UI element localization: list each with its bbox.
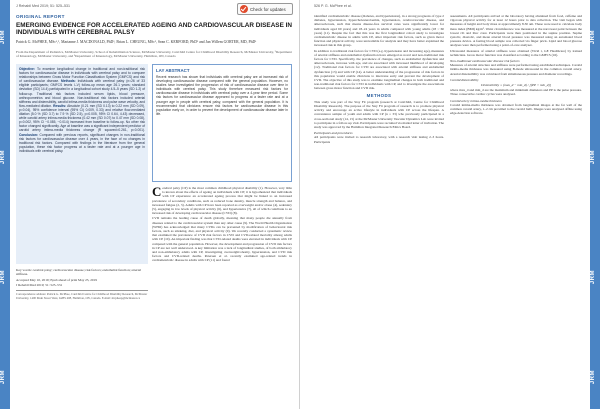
abstract-results-label: Results:	[53, 103, 67, 108]
abstract-text	[19, 67, 145, 153]
band-label: JRM	[0, 30, 6, 45]
body-paragraph: where max_d and min_d are the maximum and minimum diameters and PP is the pulse pressure. Three consecutive cardiac cycles were analysed.	[450, 88, 582, 97]
intro-column	[152, 186, 292, 391]
abstract-conclusion: Compared with previous reports, significant changes in non-traditional risk factors for cardiovascular disease over 4 years, in the face of no changes in traditional risk factors. Compared with findings in the literature from the general population, these risk factor progress at a faster rate and at a younger age in individuals with cerebral palsy.	[19, 132, 145, 153]
body-paragraph: assessments. All participants arrived at the laboratory having abstained from food, caffeine and vigorous physical activity for at least 12 hours prior to data collection. The visit began with measures of height and body mass at approximately 8.30 am. These were used to calculate body mass index (BMI) kg/m². Waist circumference was measured at the narrowest point between the lowest rib and iliac crest. Participants were then positioned in the supine position. Supine systolic, diastolic, and mean arterial blood pressure was measured using an automated blood pressure device. A fasting blood sample was collected via finger prick. Lipid and blood glucose analyses were then performed using a point-of-care analyser.	[450, 14, 582, 48]
lay-abstract-title: LAY ABSTRACT	[156, 68, 190, 73]
abstract-methods-label: Methods:	[61, 79, 76, 84]
body-paragraph: All participants were invited to research laboratory, with a research visit lasting 2–3 hours. Participants	[314, 135, 444, 144]
abstract-box	[16, 64, 148, 264]
right-page	[300, 0, 600, 409]
distensibility-formula: Distensibility = (max_d − min_d) / [(PP × min_d)]	[481, 83, 551, 88]
band-label: JRM	[590, 30, 596, 45]
journal-side-band	[590, 0, 600, 409]
article-meta	[16, 268, 148, 300]
abstract-methods: Individuals with cerebral palsy (n=26 of 33 eligible participants; GMFCS levels I–V) follow-up mean age 26.1 years; standard deviation (SD) 14.4) participated in a longitudinal cohort study 4.5–5 years (SD 1.2) of follow-up. Traditional risk factors included serum lipids, blood pressure, anthropometrics and blood glucose. Non-traditional risk factors included arterial stiffness and distensibility, carotid intima-media thickness and pulse wave velocity, and flow-mediated dilation.	[19, 79, 145, 108]
right-column-1	[314, 14, 444, 402]
lay-abstract-box	[152, 64, 292, 182]
intro-text: erebral palsy (CP) is the most common childhood physical disability (1). However, very little is known about the effects of ageing on individuals with CP; it is hypothesized that individuals with CP experience an accelerated ageing process that might be linked to an increased prevalence of secondary conditions, such as reduced bone density, muscle strength and balance, and increased fatigue (2, 3). Adults with CP have been reported as overweight and/or obese (4), sedentary (5), engaging in low levels of physical activity (6), and hypertensive (7), all of which contribute to an increased risk of developing cardiovascular disease (CVD) (8).	[152, 186, 292, 216]
running-head: J Rehabil Med 2019; 51: 525–531	[16, 4, 70, 8]
check-updates-icon	[240, 5, 248, 13]
affiliations: From the Department of Pediatrics, McMaster University, School of Rehabilitation Science, McMaster University, CanChild Centre for Childhood Disability Research, McMaster University, ²Department of Kinesiology, McMaster University, and ³Department of Kinesiology, McMaster University, Hamilton, ON, Canada	[16, 50, 292, 59]
body-paragraph: Measures of arterial structure and stiffness were performed using established techniques. Carotid intima-media thickness was measured using B-mode ultrasound in the common carotid artery. Arterial distensibility was calculated from simultaneous pressure and diameter recordings.	[450, 63, 582, 76]
journal-side-band	[0, 0, 10, 409]
body-paragraph: In addition to traditional risk factors for CVD (e.g. hypertension and increasing age), measures of arterial stiffness and endothelial dysfunction have emerged as novel and non-traditional risk factors for CVD. Specifically, the prevalence of changes, such as endothelial dysfunction and atherosclerosis, increase with age, and are associated with increased likelihood of developing (12). Traditional risk factors for CVD are associated with arterial stiffness and endothelial dysfunction (13) and with CP (14). A better understanding of the progression of risk factors in this population would enable clinicians to intervene early and prevent the development of CVD. The objective of this study was to examine longitudinal changes in both traditional and non-traditional risk factors for CVD in individuals with CP, and to investigate the associations between gross motor function and CVD risk.	[314, 48, 444, 91]
band-label: JRM	[0, 150, 6, 165]
band-label: JRM	[590, 150, 596, 165]
subsection-heading: Non-traditional cardiovascular disease risk factors	[450, 59, 520, 64]
check-updates-label: Check for updates	[250, 6, 286, 12]
running-head: 526 P. G. McPhee et al.	[314, 4, 352, 8]
article-title: EMERGING EVIDENCE FOR ACCELERATED AGEING AND CARDIOVASCULAR DISEASE IN INDIVIDUALS WITH CEREBRAL PALSY	[16, 22, 292, 37]
subsection-heading: Participants and procedures	[314, 131, 353, 136]
band-label: JRM	[0, 270, 6, 285]
accepted-date: Accepted May 10, 2019; Epub ahead of print May 23, 2019	[16, 278, 97, 283]
abstract-conclusion-label: Conclusion:	[19, 132, 39, 137]
lay-abstract-text: Recent research has shown that individuals with cerebral palsy are at increased risk of developing cardiovascular disease compared with the general population. However, no studies have investigated the progression of risk of cardiovascular disease over time in individuals with cerebral palsy. This study therefore measured risk factors for cardiovascular disease in individuals with cerebral palsy over a 4-year time period. Some risk factors for cardiovascular disease appeared to progress at a faster rate and at a younger age in people with cerebral palsy, compared with the general population. It is recommended that clinicians ensure risk factors for cardiovascular disease in this population early on, in order to prevent the development of cardiovascular disease later in life.	[156, 75, 288, 116]
correspondence: Correspondence address: Patrick G. McPhee, CanChild Centre for Childhood Disability Research, McMaster University, 1400 Main Street West, IAHS 408, Hamilton, ON, Canada. E-mail: mcpheep@mcmaster.ca	[16, 291, 148, 300]
band-label: JRM	[590, 270, 596, 285]
divider	[16, 290, 148, 291]
author-list: Patrick G. McPHEE, MSc¹,², Marianne J. MACDONALD, PhD³, Brian L. CHEUNG, MSc³, Sean C. KERFORD, PhD³ and Jan Willem GORTER, MD, PhD¹	[16, 40, 257, 44]
drop-cap: C	[152, 186, 162, 199]
subsection-heading: Carotid distensibility	[450, 77, 479, 82]
abstract-objective: To examine longitudinal change in traditional and non-traditional risk factors for cardiovascular disease in individuals with cerebral palsy and to compare relationships between Gross Motor Function Classification System (GMFCS) and risk of cardiovascular disease.	[19, 67, 146, 84]
intro-paragraph-2: CVD remains the leading cause of death globally, meaning that many people die annually from diseases related to the cardiovascular system than any other cause (9). The World Health Organization (WHO) has acknowledged that many CVDs can be prevented by modification of behavioural risk factors, such as smoking, diet, and physical activity (9). We recently conducted a systematic review that examined the prevalence of CVD risk factors in CVD and CVD-related mortality among adults with CP (10). An important finding was that CVD-related deaths were elevated in individuals with CP compared with the general population. However, the development and progression of CVD risk factors in CP are not well understood. A key limitation was a lack of longitudinal studies, of both ambulatory and non-ambulatory adults with CP, investigating overweight/obesity, hypertension, and CVD risk factors and CVD-related deaths. Petersen et al. recently examined age-related trends in cardiometabolic disease in adults with CP (11) and found	[152, 216, 292, 263]
body-paragraph: identified cardiometabolic disease (diabetes, and hypertension), in a strong prognosis of type 2 diabetes, hypertension, hypercholesterolaemia, hypertension, cerebrovascular disease, and atherosclerosis, such that means disease-free survival rates were significantly lower for individuals aged 60 years) and 18–24 years in adults compared with young adults (18 ~ 60 years) (11). Despite the fact that this was the first longitudinal cohort study to investigate cardiometabolic disease in adults with CP, other important risk factors, such as given motor function and physical activity, were unavailable for analysis and may have better explained the increased risk in this group.	[314, 14, 444, 48]
abstract-results: Absolute (0.21 mm (SD 0.13) to 0.22 mm (SD 0.09), p=0.04), 95% confidence interval (95% CI) 0.009, 0.33) and relative flow-mediated dilation (5.0 % (SD 3.7) to 7.9 % (SD 2.5), p=0.005, 95% CI 0.64, 4.43) decreased, while carotid artery intima-media thickness (0.42 mm (SD 0.07) to 0.47 mm (SD 0.08), p=0.002, 95% CI −0.085, −0.014) increased from baseline to follow-up. No other risk factor changed significantly. Age at baseline was a significant independent predictor of carotid artery intima-media thickness change (R squared=0.261, p=0.001).	[19, 103, 146, 133]
subsection-heading: Carotid artery intima-media thickness	[450, 98, 502, 103]
abstract-objective-label: Objective:	[19, 67, 35, 71]
body-paragraph: Carotid intima-media thickness was obtained from longitudinal images at the far wall of the common carotid artery, 1–2 cm proximal to the carotid bulb. Images were analysed offline using edge-detection software.	[450, 102, 582, 116]
band-label: JRM	[590, 370, 596, 385]
article-type: ORIGINAL REPORT	[16, 14, 65, 19]
band-label: JRM	[0, 370, 6, 385]
intro-paragraph	[152, 186, 292, 215]
right-column-2	[450, 14, 582, 402]
check-for-updates-button[interactable]	[237, 3, 293, 15]
citation: J Rehabil Med 2019; 51: 525–531	[16, 282, 63, 287]
body-paragraph: Ultrasound measures of arterial stiffness were obtained (Vivid i, GE Healthcare) by trained technicians. Gross motor function was classified according to the GMFCS (16).	[450, 48, 582, 57]
keywords: Key words: cerebral palsy; cardiovascular disease; risk factors; endothelial function; arterial stiffness.	[16, 268, 142, 277]
methods-heading: METHODS	[366, 92, 392, 98]
body-paragraph: This study was part of the Stay Fit program (research at CanChild, Centre for Childhood Disability Research). The purpose of the Stay Fit program of research is to promote physical activity and encourage an active lifestyle in individuals with CP across the lifespan. A convenience sample of youth and adults with CP (n = 33) who previously participated in a cross-sectional study (14, 15) at the McMaster University Vascular Dynamics Lab were invited to participate in a follow-up visit. Participants were recruited via mailed letter of invitation. The study was approved by the Hamilton Integrated Research Ethics Board.	[314, 99, 444, 130]
